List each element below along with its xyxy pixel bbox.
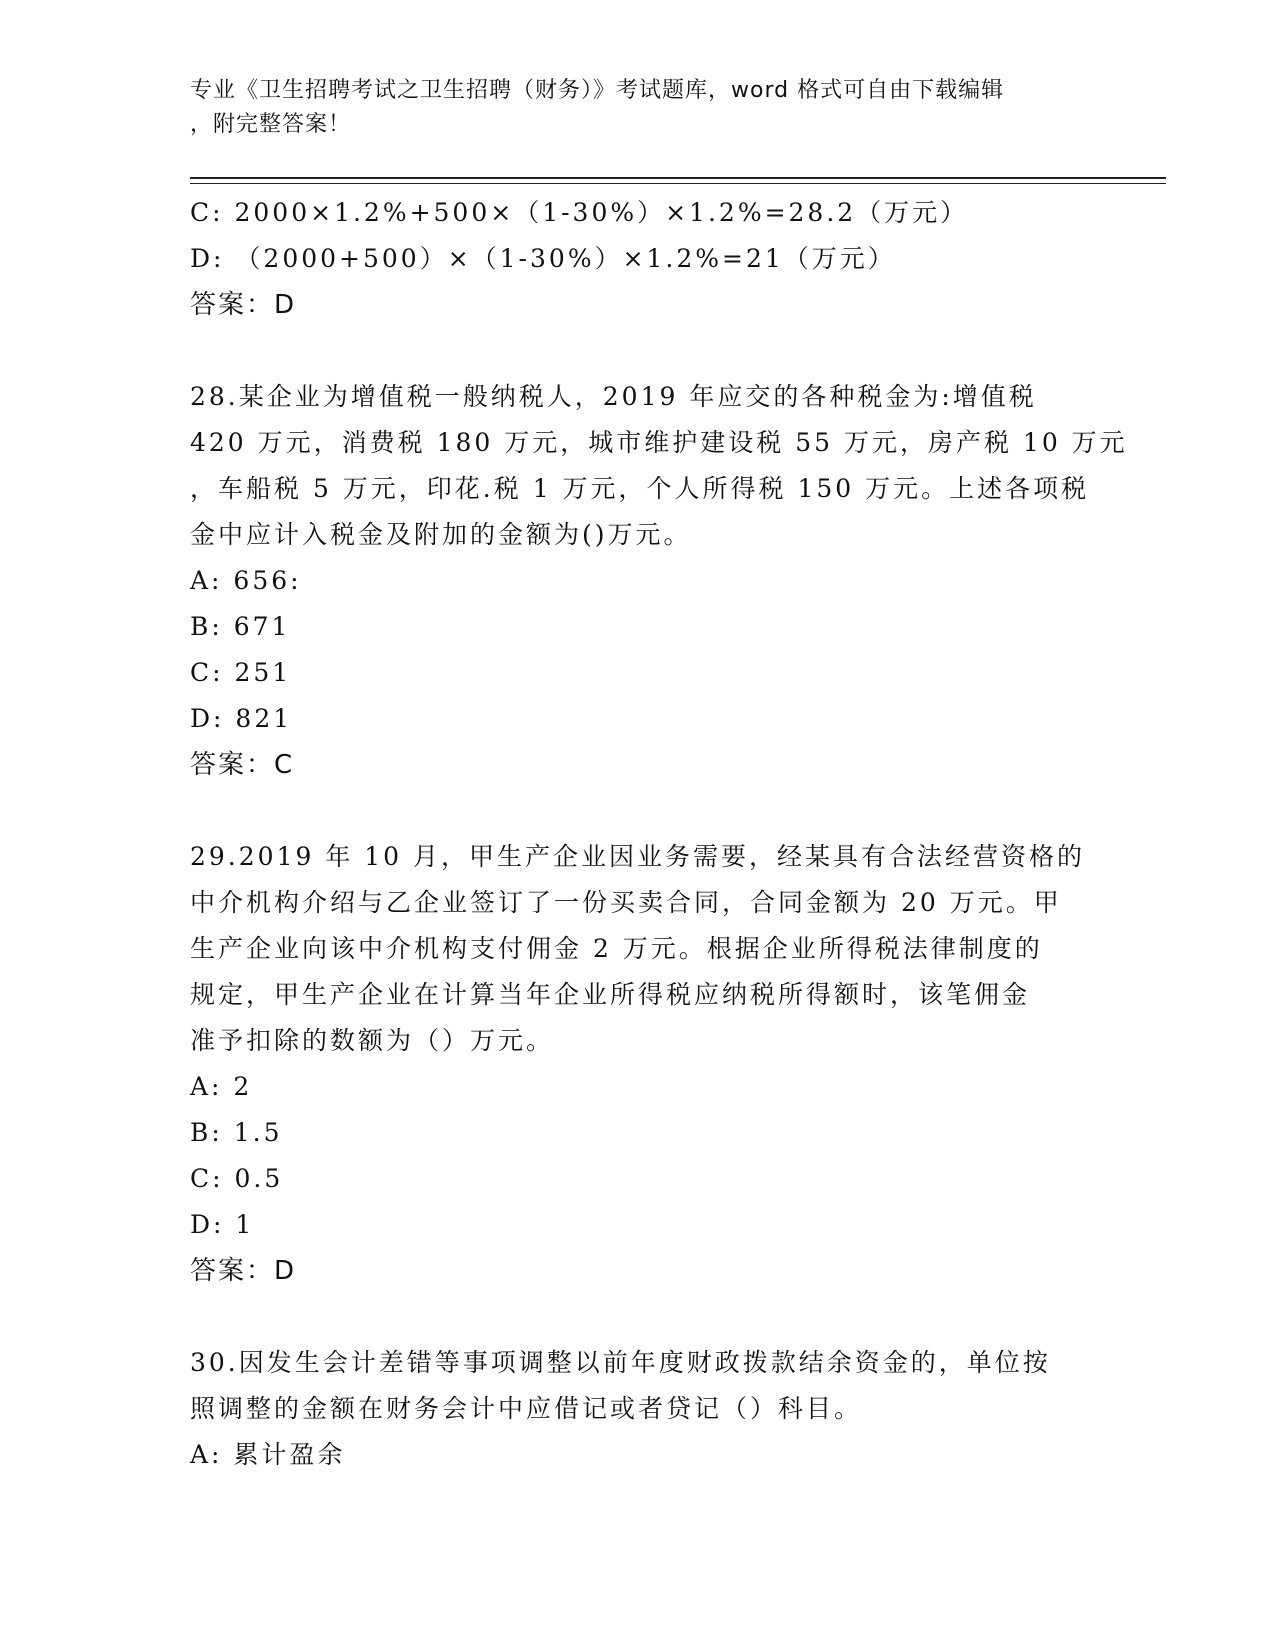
- spacer: [190, 1294, 1090, 1340]
- question-29: [190, 834, 1090, 1294]
- question-28-text-line: ，车船税 5 万元，印花.税 1 万元，个人所得税 150 万元。上述各项税: [190, 474, 1090, 503]
- header-divider-thin: [190, 183, 1166, 184]
- question-28: [190, 374, 1128, 788]
- question-28-option-a: A: 656:: [190, 566, 302, 595]
- question-28-option-c: C: 251: [190, 658, 292, 687]
- question-29-option-a: A: 2: [190, 1072, 253, 1101]
- question-29-text-line: 规定，甲生产企业在计算当年企业所得税应纳税所得额时，该笔佣金: [190, 980, 1031, 1009]
- question-28-option-b: B: 671: [190, 612, 291, 641]
- prev-option-c: C: 2000×1.2%+500×（1-30%）×1.2%=28.2（万元）: [190, 198, 969, 227]
- question-30-text-line: 照调整的金额在财务会计中应借记或者贷记（）科目。: [190, 1394, 863, 1423]
- question-29-text-line: 生产企业向该中介机构支付佣金 2 万元。根据企业所得税法律制度的: [190, 934, 1043, 963]
- prev-option-d: D: （2000+500）×（1-30%）×1.2%=21（万元）: [190, 244, 896, 273]
- question-29-option-b: B: 1.5: [190, 1118, 283, 1147]
- spacer: [190, 788, 1090, 834]
- question-29-text-line: 准予扣除的数额为（）万元。: [190, 1026, 555, 1055]
- question-30-text-line: 30.因发生会计差错等事项调整以前年度财政拨款结余资金的，单位按: [190, 1348, 1051, 1377]
- spacer: [190, 328, 1090, 374]
- question-28-answer: 答案：C: [190, 750, 295, 780]
- document-header: [190, 74, 1090, 142]
- question-29-option-d: D: 1: [190, 1210, 255, 1239]
- question-30: [190, 1340, 1090, 1478]
- header-title-line-1: 专业《卫生招聘考试之卫生招聘（财务）》考试题库，word 格式可自由下载编辑: [190, 78, 1005, 103]
- question-28-text-line: 金中应计入税金及附加的金额为()万元。: [190, 520, 692, 549]
- question-29-text-line: 29.2019 年 10 月，甲生产企业因业务需要，经某具有合法经营资格的: [190, 842, 1086, 871]
- header-divider-thick: [190, 177, 1166, 179]
- question-29-answer: 答案：D: [190, 1256, 297, 1286]
- question-28-text-line: 28.某企业为增值税一般纳税人，2019 年应交的各种税金为:增值税: [190, 382, 1037, 411]
- prev-answer: 答案：D: [190, 290, 297, 320]
- question-28-text-line: 420 万元，消费税 180 万元，城市维护建设税 55 万元，房产税 10 万元: [190, 428, 1128, 457]
- question-content: [190, 190, 1128, 1478]
- header-title-line-2: ，附完整答案！: [190, 112, 352, 137]
- question-29-text-line: 中介机构介绍与乙企业签订了一份买卖合同，合同金额为 20 万元。甲: [190, 888, 1062, 917]
- question-30-option-a: A: 累计盈余: [190, 1440, 346, 1469]
- question-28-option-d: D: 821: [190, 704, 293, 733]
- question-29-option-c: C: 0.5: [190, 1164, 284, 1193]
